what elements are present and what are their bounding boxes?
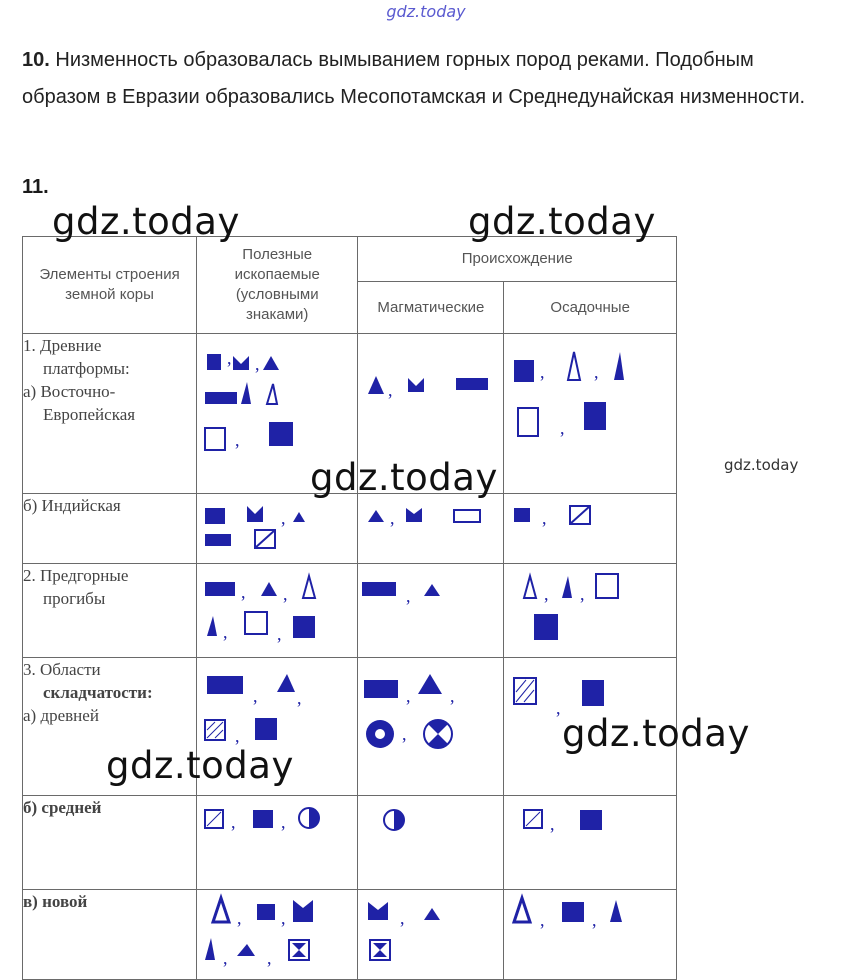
row-label-line: б) Индийская <box>23 496 121 515</box>
coal-icon <box>562 902 584 922</box>
watermark-small: gdz.today <box>724 456 799 474</box>
svg-text:,: , <box>540 362 545 382</box>
svg-text:,: , <box>540 910 545 930</box>
svg-text:,: , <box>402 724 407 744</box>
svg-text:,: , <box>556 698 561 718</box>
header-minerals: Полезные ископаемые (условными знаками) <box>197 237 358 334</box>
iron-ore-icon <box>233 356 249 370</box>
cube-icon <box>255 718 277 740</box>
row-label-line: прогибы <box>43 589 106 608</box>
mineral-symbols <box>197 890 347 974</box>
triangle-icon <box>562 576 572 598</box>
sedimentary-cell <box>504 564 677 658</box>
cube-icon <box>584 402 606 430</box>
minerals-cell <box>197 796 358 890</box>
header-origin: Происхождение <box>358 237 677 282</box>
row-label-line: платформы: <box>43 359 130 378</box>
gas-icon <box>205 392 237 404</box>
cube-icon <box>269 422 293 446</box>
task-10-number: 10. <box>22 49 50 71</box>
oil-icon <box>293 512 305 522</box>
magmatic-cell <box>358 564 504 658</box>
triangle-icon <box>614 352 624 380</box>
row-label-line: в) новой <box>23 892 88 911</box>
coal-icon <box>207 354 221 370</box>
watermark: gdz.today <box>562 712 750 755</box>
gas-icon <box>205 582 235 596</box>
oil-icon <box>261 582 277 596</box>
header-magmatic: Магматические <box>358 282 504 334</box>
svg-text:,: , <box>235 430 240 450</box>
svg-text:,: , <box>542 508 547 528</box>
svg-text:,: , <box>241 582 246 602</box>
triangle-icon <box>610 900 622 922</box>
oil-icon <box>277 674 295 692</box>
minerals-cell <box>197 564 358 658</box>
mineral-symbols <box>197 494 347 558</box>
svg-text:,: , <box>406 586 411 606</box>
gas-outline-icon <box>454 510 480 522</box>
watermark: gdz.today <box>310 456 498 499</box>
sedimentary-symbols <box>504 890 674 974</box>
cube-icon <box>582 680 604 706</box>
svg-text:,: , <box>281 908 286 928</box>
watermark: gdz.today <box>106 744 294 787</box>
svg-text:,: , <box>550 814 555 834</box>
triangle-icon <box>207 616 217 636</box>
row-label-line: 1. Древние <box>23 336 102 355</box>
iron-ore-icon <box>293 900 313 922</box>
table-row <box>23 494 677 564</box>
magmatic-symbols <box>358 796 503 884</box>
task-10-text: Низменность образовалась вымыванием горных пород реками. Подобным образом в Евразии образовались Месопотамская и Среднедунайская низменности. <box>22 49 806 108</box>
sedimentary-cell <box>504 796 677 890</box>
header-elements: Элементы строения земной коры <box>23 237 197 334</box>
svg-text:,: , <box>560 418 565 438</box>
svg-text:,: , <box>580 584 585 604</box>
row-label-line: 3. Области <box>23 660 101 679</box>
triangle-outline-icon <box>568 352 580 380</box>
task-11-number: 11. <box>22 176 49 198</box>
gas-icon <box>362 582 396 596</box>
row-label <box>23 890 197 980</box>
cube-icon <box>534 614 558 640</box>
coal-icon <box>257 904 275 920</box>
svg-text:,: , <box>267 948 272 968</box>
mineral-symbols <box>197 796 347 884</box>
triangle-outline-icon <box>303 576 315 598</box>
row-label-line: а) Восточно- <box>23 382 116 401</box>
header-sedimentary: Осадочные <box>504 282 677 334</box>
magmatic-symbols <box>358 890 503 974</box>
coal-icon <box>514 360 534 382</box>
triangle-icon <box>241 382 251 404</box>
sedimentary-symbols <box>504 564 674 652</box>
sedimentary-symbols <box>504 334 674 484</box>
table-row <box>23 796 677 890</box>
oil-icon <box>424 584 440 596</box>
svg-text:,: , <box>237 908 242 928</box>
svg-text:,: , <box>231 812 236 832</box>
sedimentary-cell <box>504 890 677 980</box>
magmatic-cell <box>358 890 504 980</box>
triangle-outline-icon <box>213 898 229 922</box>
svg-text:,: , <box>450 686 455 706</box>
mineral-symbols <box>197 564 347 652</box>
svg-text:,: , <box>297 688 302 708</box>
svg-text:,: , <box>277 624 282 644</box>
earth-crust-table <box>22 236 677 980</box>
cube-icon <box>580 810 602 830</box>
svg-text:,: , <box>594 362 599 382</box>
cube-outline-icon <box>518 408 538 436</box>
row-label <box>23 564 197 658</box>
sedimentary-cell <box>504 494 677 564</box>
svg-text:,: , <box>544 584 549 604</box>
svg-text:,: , <box>390 508 395 528</box>
row-label-line: 2. Предгорные <box>23 566 129 585</box>
cube-outline-icon <box>205 428 225 450</box>
sedimentary-symbols <box>504 494 674 558</box>
coal-icon <box>205 508 225 524</box>
oil-icon <box>424 908 440 920</box>
coal-icon <box>514 508 530 522</box>
magmatic-cell <box>358 494 504 564</box>
svg-text:,: , <box>281 508 286 528</box>
triangle-outline-icon <box>524 576 536 598</box>
sedimentary-symbols <box>504 796 674 884</box>
svg-text:,: , <box>223 948 228 968</box>
magmatic-symbols <box>358 494 503 558</box>
cube-icon <box>293 616 315 638</box>
triangle-outline-icon <box>267 384 277 404</box>
row-label-line: Европейская <box>43 405 136 424</box>
row-label-line: складчатости: <box>43 683 153 702</box>
iron-ore-icon <box>247 506 263 522</box>
gas-icon <box>456 378 488 390</box>
row-label <box>23 334 197 494</box>
magmatic-cell <box>358 796 504 890</box>
row-label <box>23 494 197 564</box>
row-label <box>23 796 197 890</box>
gas-icon <box>207 676 243 694</box>
svg-text:,: , <box>227 348 232 368</box>
cube-outline-icon <box>245 612 267 634</box>
oil-icon <box>368 510 384 522</box>
oil-icon <box>237 944 255 956</box>
svg-text:,: , <box>406 686 411 706</box>
task-10-paragraph <box>22 42 837 116</box>
svg-text:,: , <box>281 812 286 832</box>
triangle-outline-icon <box>514 898 530 922</box>
iron-ore-icon <box>406 508 422 522</box>
table-row <box>23 890 677 980</box>
svg-text:,: , <box>283 584 288 604</box>
gas-icon <box>205 534 231 546</box>
iron-ore-icon <box>368 902 388 920</box>
triangle-icon <box>205 938 215 960</box>
svg-text:,: , <box>235 726 240 746</box>
oil-icon <box>418 674 442 694</box>
cube-outline-icon <box>596 574 618 598</box>
magmatic-symbols <box>358 658 503 790</box>
oil-icon <box>368 376 384 394</box>
magmatic-symbols <box>358 564 503 652</box>
sedimentary-cell <box>504 334 677 494</box>
gas-icon <box>364 680 398 698</box>
row-label-line: а) древней <box>23 706 99 725</box>
table-row <box>23 564 677 658</box>
oil-icon <box>263 356 279 370</box>
magmatic-cell <box>358 658 504 796</box>
watermark: gdz.today <box>52 200 240 243</box>
svg-text:,: , <box>592 910 597 930</box>
svg-text:,: , <box>255 354 260 374</box>
watermark-top: gdz.today <box>386 2 466 21</box>
minerals-cell <box>197 494 358 564</box>
iron-ore-icon <box>408 378 424 392</box>
cube-icon <box>253 810 273 828</box>
svg-text:,: , <box>388 380 393 400</box>
watermark: gdz.today <box>468 200 656 243</box>
svg-text:,: , <box>400 908 405 928</box>
minerals-cell <box>197 890 358 980</box>
svg-text:,: , <box>223 622 228 642</box>
row-label-line: б) средней <box>23 798 102 817</box>
svg-text:,: , <box>253 686 258 706</box>
